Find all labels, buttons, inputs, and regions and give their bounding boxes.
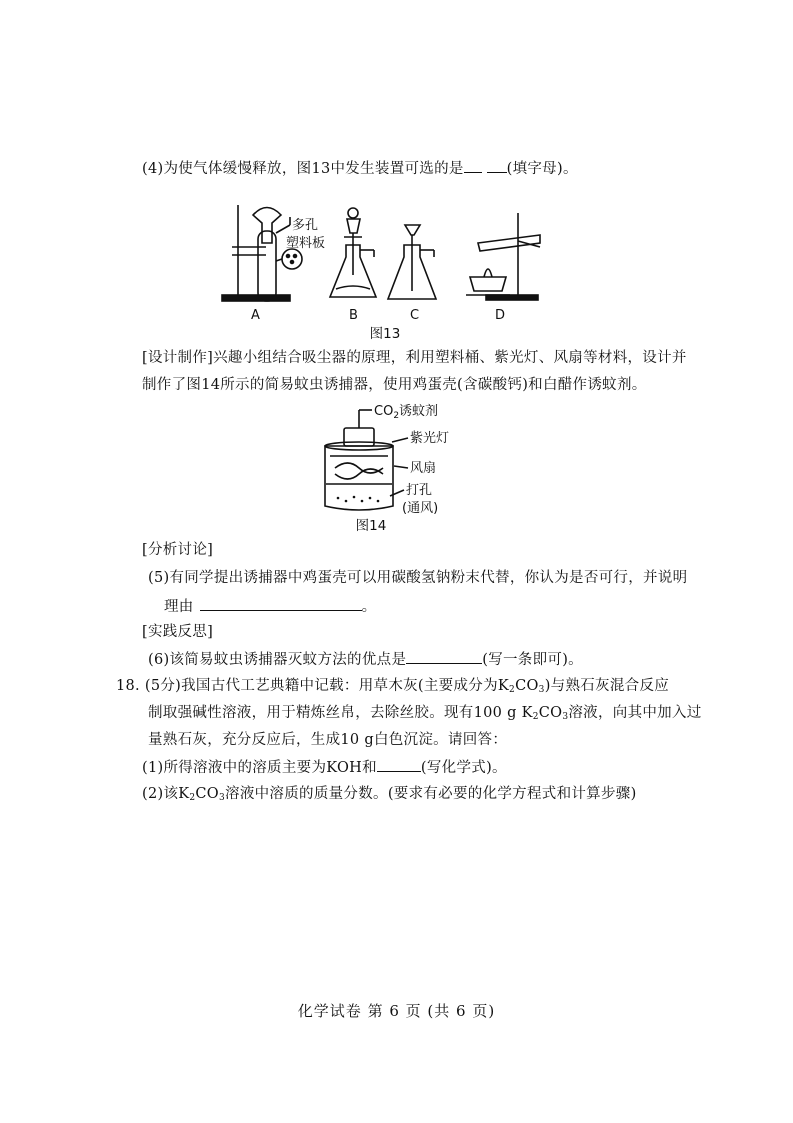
answer-blank[interactable]	[464, 158, 482, 173]
q18-line-2	[148, 703, 702, 727]
q18-sub-1	[142, 757, 507, 778]
q5-period: 。	[361, 599, 377, 615]
co2-prefix: CO	[374, 404, 394, 419]
design-line-2: 制作了图14所示的简易蚊虫诱捕器，使用鸡蛋壳(含碳酸钙)和白醋作诱蚊剂。	[142, 377, 647, 393]
q5-line-2	[164, 596, 376, 617]
fan-label: 风扇	[410, 461, 437, 476]
q6-line	[148, 649, 583, 670]
q18-2-b: CO	[195, 786, 219, 802]
subscript: 2	[532, 712, 539, 722]
q4-suffix: (填字母)。	[506, 161, 578, 177]
subscript: 3	[538, 685, 545, 695]
apparatus-d	[466, 213, 540, 300]
co2-suffix: 诱蚊剂	[399, 404, 439, 419]
lamp-label: 紫光灯	[410, 431, 450, 446]
q4-prefix: (4)为使气体缓慢释放，图13中发生装置可选的是	[142, 161, 464, 177]
page-footer: 化学试卷 第 6 页 (共 6 页)	[297, 1002, 496, 1020]
q18-l1-b: CO	[515, 678, 539, 694]
co2-sub: 2	[393, 411, 400, 421]
apparatus-c	[388, 225, 436, 299]
subscript: 2	[189, 793, 196, 803]
q6-prefix: (6)该简易蚊虫诱捕器灭蚊方法的优点是	[148, 652, 407, 668]
q18-1-suffix: (写化学式)。	[420, 760, 507, 776]
fig13-annotation-line1: 多孔	[292, 218, 319, 233]
apparatus-b	[330, 208, 376, 297]
q5-reason-label: 理由	[164, 599, 194, 615]
label-d: D	[495, 308, 506, 323]
q18-l2-c: 溶液，向其中加入过	[568, 705, 702, 721]
co2-label	[374, 403, 438, 421]
q18-sub-2	[142, 784, 637, 808]
q18-number: 18.	[116, 678, 140, 694]
answer-blank[interactable]	[487, 158, 507, 173]
q18-line-3: 量熟石灰，充分反应后，生成10 g白色沉淀。请回答：	[148, 732, 508, 748]
fig13-annotation-line2: 塑料板	[286, 236, 326, 251]
answer-blank[interactable]	[377, 757, 421, 772]
question-4	[142, 158, 578, 179]
q18-l1-c: )与熟石灰混合反应	[544, 678, 670, 694]
design-line-1: [设计制作]兴趣小组结合吸尘器的原理，利用塑料桶、紫光灯、风扇等材料，设计并	[142, 350, 687, 366]
figure-14	[0, 398, 793, 528]
label-b: B	[349, 308, 358, 323]
fig13-caption: 图13	[369, 326, 401, 342]
holes-label-1: 打孔	[406, 483, 433, 498]
label-c: C	[410, 308, 420, 323]
analysis-heading: [分析讨论]	[142, 542, 214, 558]
subscript: 3	[219, 793, 226, 803]
q6-suffix: (写一条即可)。	[482, 652, 583, 668]
subscript: 3	[562, 712, 569, 722]
q18-l2: 制取强碱性溶液，用于精炼丝帛，去除丝胶。现有100 g K	[148, 705, 533, 721]
answer-blank[interactable]	[406, 649, 482, 664]
fig14-caption: 图14	[355, 518, 387, 534]
label-a: A	[251, 308, 260, 323]
q18-2-c: 溶液中溶质的质量分数。(要求有必要的化学方程式和计算步骤)	[225, 786, 637, 802]
reflection-heading: [实践反思]	[142, 624, 214, 640]
apparatus-a	[222, 205, 302, 301]
answer-blank[interactable]	[200, 596, 362, 611]
subscript: 2	[509, 685, 516, 695]
q18-line-1	[116, 676, 669, 700]
q18-l2-b: CO	[538, 705, 563, 721]
holes-label-2: (通风)	[402, 501, 439, 516]
q18-1-prefix: (1)所得溶液中的溶质主要为KOH和	[142, 760, 377, 776]
q18-2-a: (2)该K	[142, 786, 190, 802]
q18-l1-a: (5分)我国古代工艺典籍中记载：用草木灰(主要成分为K	[144, 678, 510, 694]
q5-line-1: (5)有同学提出诱捕器中鸡蛋壳可以用碳酸氢钠粉末代替，你认为是否可行，并说明	[148, 570, 688, 586]
